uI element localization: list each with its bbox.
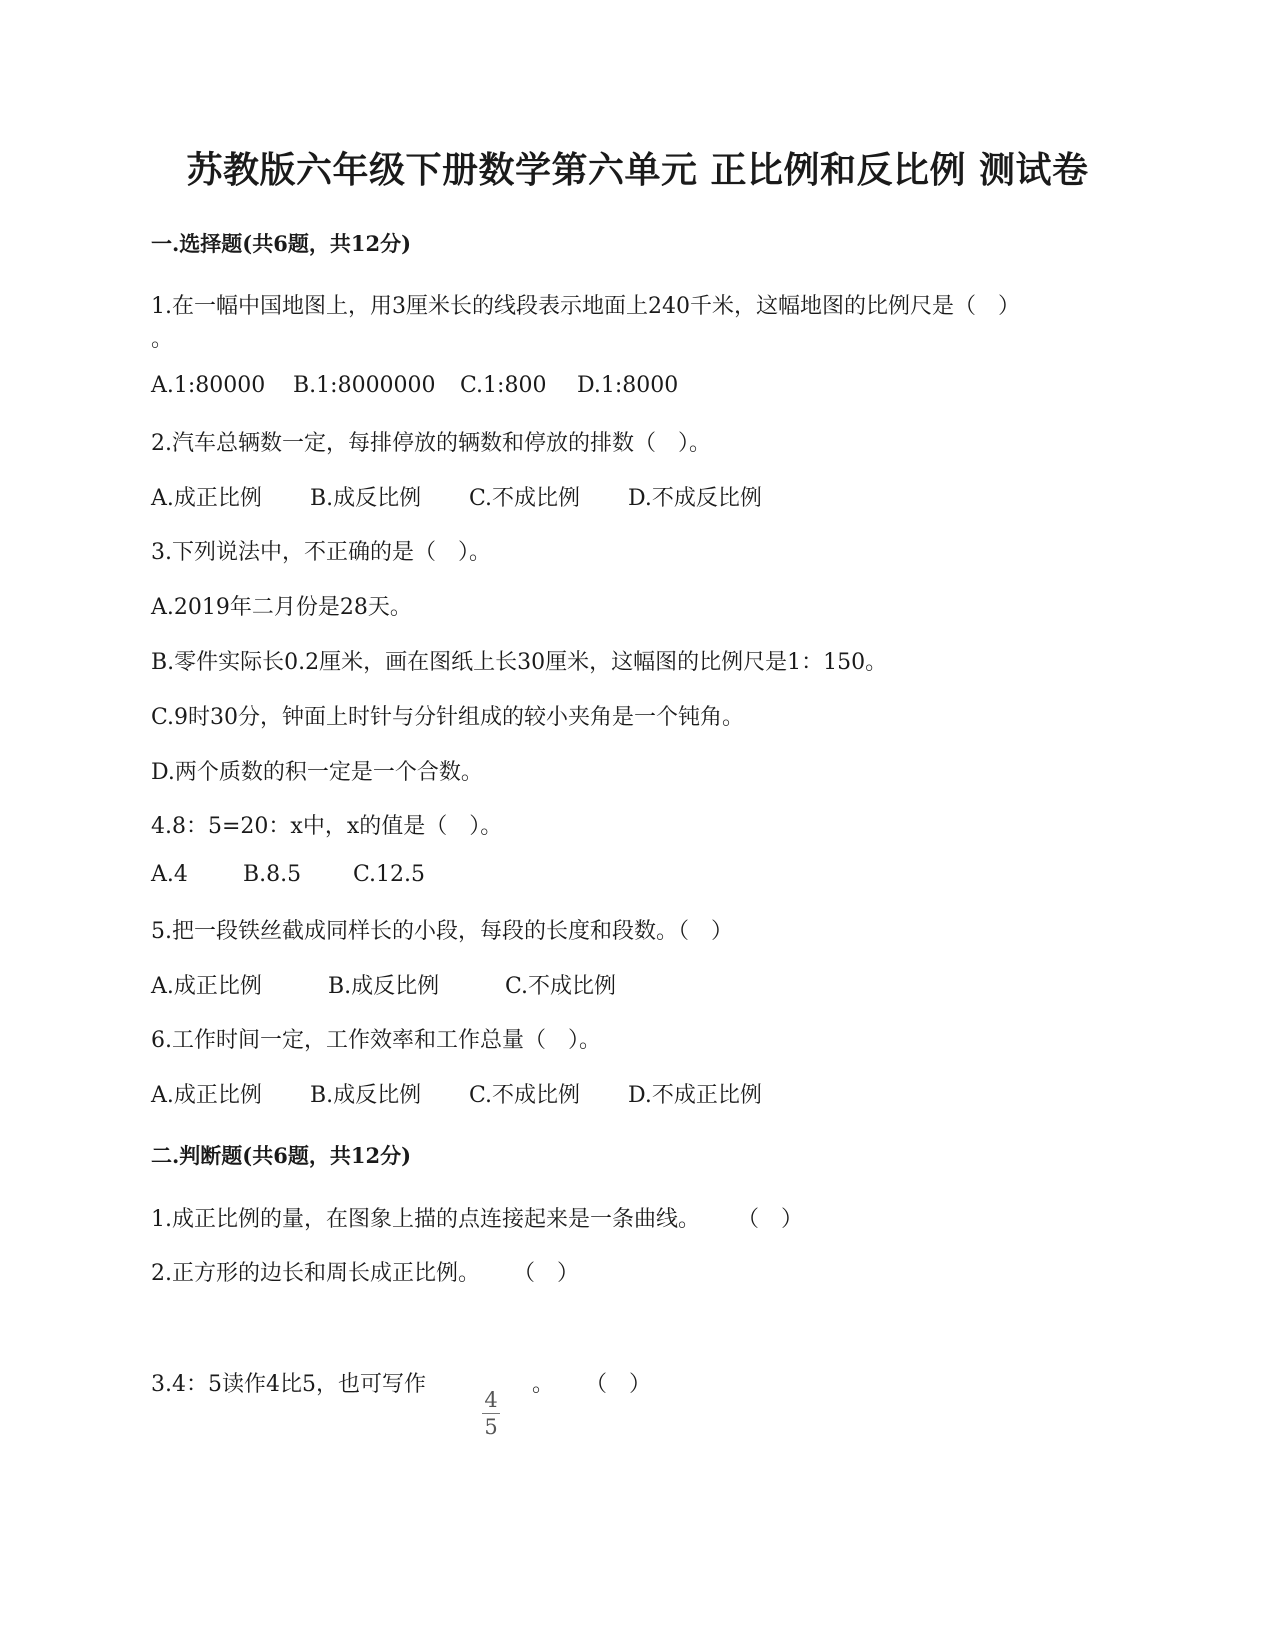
question-2-options [151,481,762,512]
option-c: C.不成比例 [505,974,617,999]
judgement-1-text: 1.成正比例的量，在图象上描的点连接起来是一条曲线。 [151,1207,700,1232]
judgement-3-text: 3.4：5读作4比5，也可写作 [151,1372,426,1397]
option-c: C.1:800 [460,373,547,398]
question-4-options [151,862,425,887]
option-b: B.1:8000000 [293,373,436,398]
section-heading-judgement: 二.判断题(共6题，共12分) [151,1143,412,1168]
question-1: 1.在一幅中国地图上，用3厘米长的线段表示地面上240千米，这幅地图的比例尺是（ ） [151,294,1020,319]
option-a: A.4 [151,862,188,887]
question-5: 5.把一段铁丝截成同样长的小段，每段的长度和段数。（ ） [151,919,733,944]
option-a: A.1:80000 [151,373,266,398]
period: 。 [532,1372,555,1397]
question-3-option-d: D.两个质数的积一定是一个合数。 [151,760,483,785]
option-c: C.不成比例 [469,486,581,511]
question-3-option-a: A.2019年二月份是28天。 [151,595,412,620]
option-d: D.不成正比例 [628,1083,762,1108]
question-6: 6.工作时间一定，工作效率和工作总量（ ）。 [151,1028,601,1053]
question-5-options [151,969,616,1000]
option-b: B.成反比例 [310,1083,422,1108]
section-heading-choice: 一.选择题(共6题，共12分) [151,231,412,256]
option-d: D.不成反比例 [628,486,762,511]
question-6-options [151,1078,762,1109]
judgement-3 [151,1367,426,1398]
option-b: B.成反比例 [310,486,422,511]
option-a: A.成正比例 [151,974,262,999]
option-a: A.成正比例 [151,1083,262,1108]
question-2: 2.汽车总辆数一定，每排停放的辆数和停放的排数（ ）。 [151,431,711,456]
fraction-denominator: 5 [484,1415,498,1439]
judgement-2 [151,1256,579,1287]
question-3-option-b: B.零件实际长0.2厘米，画在图纸上长30厘米，这幅图的比例尺是1：150。 [151,650,888,675]
option-c: C.不成比例 [469,1083,581,1108]
option-a: A.成正比例 [151,486,262,511]
page-title: 苏教版六年级下册数学第六单元 正比例和反比例 测试卷 [186,149,1089,191]
answer-blank: （ ） [524,1261,580,1286]
question-1-continuation: 。 [151,327,174,352]
fraction-numerator: 4 [484,1388,498,1412]
answer-blank: （ ） [596,1372,652,1397]
question-3-option-c: C.9时30分，钟面上时针与分针组成的较小夹角是一个钝角。 [151,705,745,730]
option-d: D.1:8000 [577,373,679,398]
fraction-image [481,1390,501,1438]
judgement-2-text: 2.正方形的边长和周长成正比例。 [151,1261,480,1286]
option-b: B.8.5 [243,862,302,887]
question-3: 3.下列说法中，不正确的是（ ）。 [151,540,491,565]
option-c: C.12.5 [353,862,426,887]
judgement-1 [151,1202,803,1233]
judgement-3-end [532,1367,651,1398]
question-4: 4.8：5=20：x中，x的值是（ ）。 [151,814,503,839]
answer-blank: （ ） [748,1207,804,1232]
question-1-options [151,373,678,398]
option-b: B.成反比例 [328,974,440,999]
